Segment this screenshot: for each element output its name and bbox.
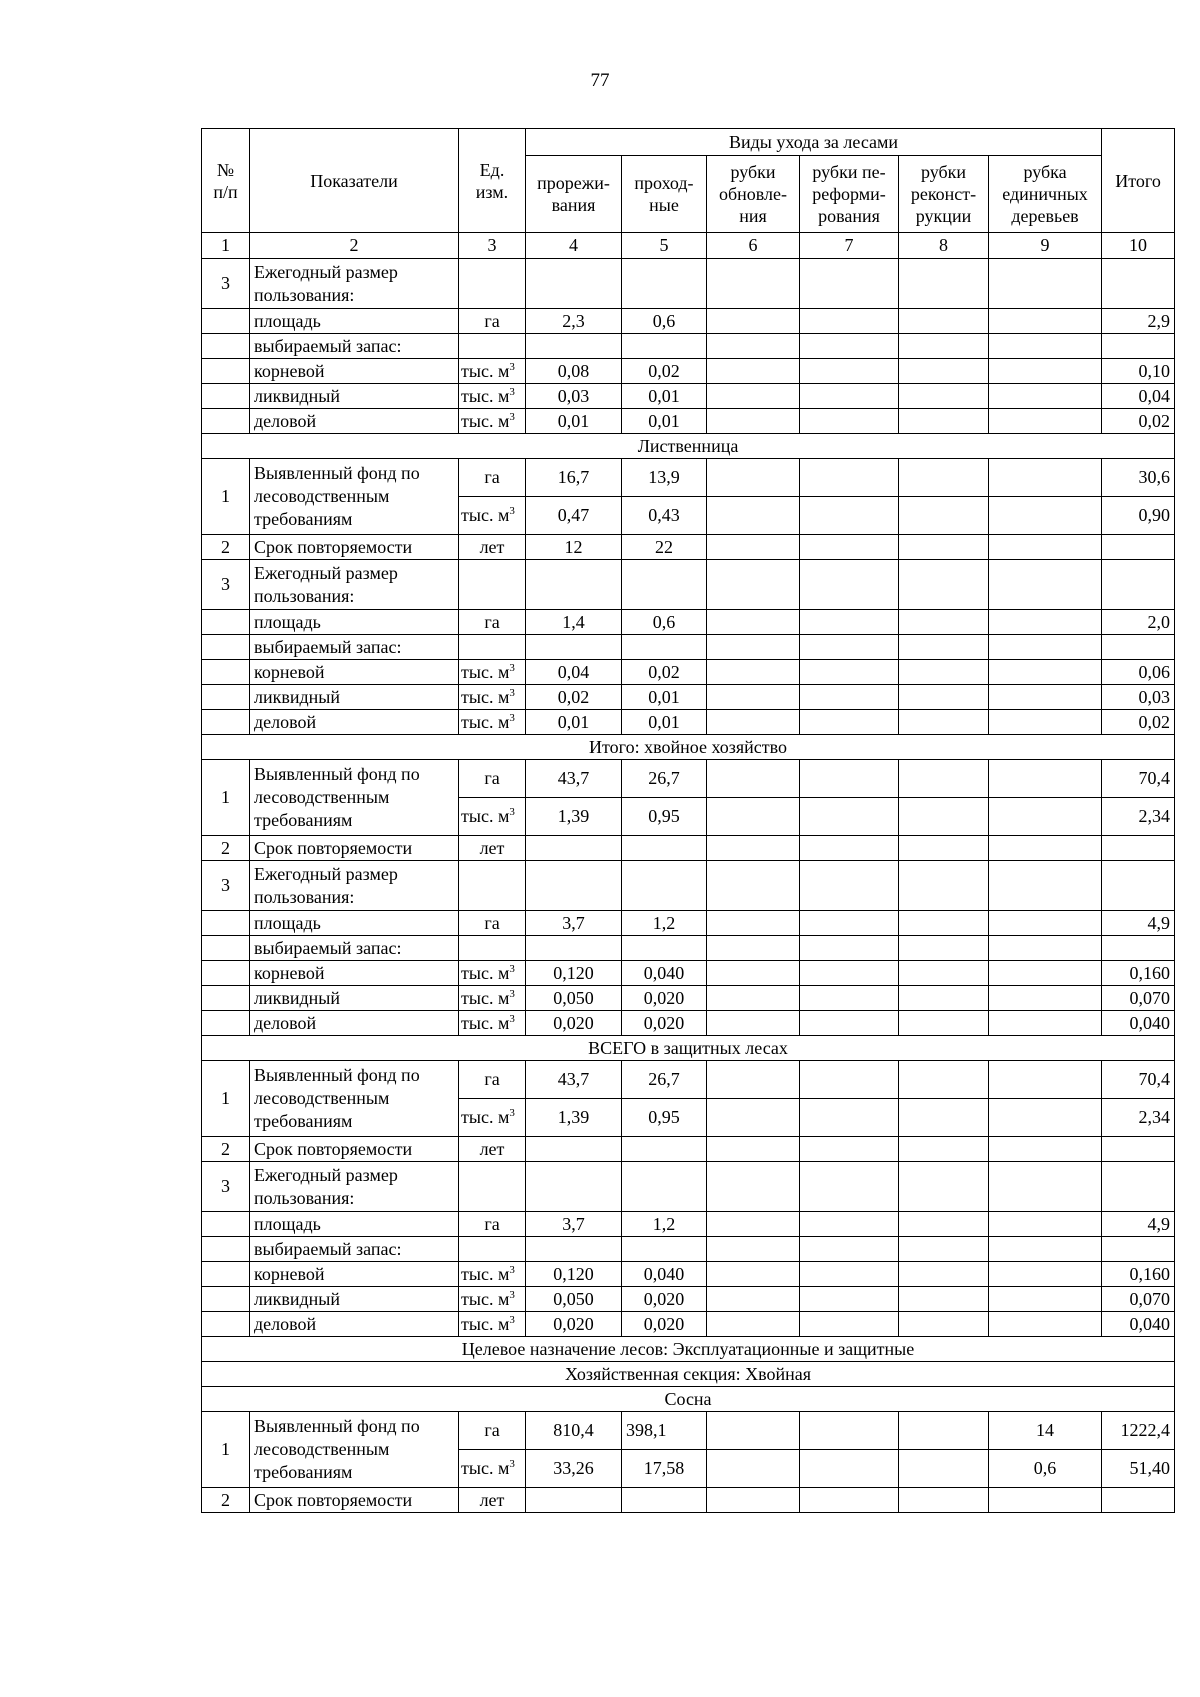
cell-total: 0,040	[1102, 1011, 1175, 1036]
row-num: 3	[202, 861, 250, 911]
table-row	[202, 760, 1175, 798]
header-indicators: Показатели	[250, 129, 459, 233]
table-row	[202, 635, 1175, 660]
cell-value: 1,2	[622, 1212, 707, 1237]
cell-value: 0,020	[526, 1312, 622, 1337]
cell-value: 810,4	[526, 1412, 622, 1450]
col-number: 8	[899, 233, 989, 259]
table-row	[202, 1262, 1175, 1287]
row-label: площадь	[250, 309, 459, 334]
row-num: 2	[202, 535, 250, 560]
col-number: 7	[800, 233, 899, 259]
row-unit: тыс. $м^3$	[459, 1287, 526, 1312]
table-row	[202, 1212, 1175, 1237]
cell-value: 0,03	[526, 384, 622, 409]
table-row	[202, 459, 1175, 497]
col-number: 9	[989, 233, 1102, 259]
row-unit: тыс. $м^3$	[459, 409, 526, 434]
cell-value: 13,9	[622, 459, 707, 497]
cell-value: 0,01	[622, 384, 707, 409]
row-num: 1	[202, 1412, 250, 1488]
cell-value: 0,04	[526, 660, 622, 685]
cell-total: 0,03	[1102, 685, 1175, 710]
cell-total: 4,9	[1102, 911, 1175, 936]
table-row	[202, 1137, 1175, 1162]
row-label: корневой	[250, 359, 459, 384]
table-row	[202, 660, 1175, 685]
row-num: 1	[202, 1061, 250, 1137]
row-label: ликвидный	[250, 1287, 459, 1312]
row-label: Ежегодный размер пользования:	[250, 259, 459, 309]
row-label: ликвидный	[250, 384, 459, 409]
row-unit: лет	[459, 1488, 526, 1513]
cell-total: 2,34	[1102, 798, 1175, 836]
row-num: 3	[202, 560, 250, 610]
row-unit: га	[459, 1412, 526, 1450]
page-number: 77	[590, 70, 610, 91]
cell-value: 1,4	[526, 610, 622, 635]
cell-value: 0,02	[526, 685, 622, 710]
cell-value: 3,7	[526, 1212, 622, 1237]
row-label: Ежегодный размер пользования:	[250, 861, 459, 911]
cell-total: 70,4	[1102, 760, 1175, 798]
cell-value: 0,95	[622, 798, 707, 836]
cell-total: 0,070	[1102, 986, 1175, 1011]
row-label: Ежегодный размер пользования:	[250, 560, 459, 610]
cell-total: 0,160	[1102, 961, 1175, 986]
row-unit: тыс. $м^3$	[459, 961, 526, 986]
cell-value: 0,020	[622, 986, 707, 1011]
cell-total: 0,10	[1102, 359, 1175, 384]
col-number: 6	[707, 233, 800, 259]
row-unit: га	[459, 760, 526, 798]
row-num: 2	[202, 1137, 250, 1162]
section-title: ВСЕГО в защитных лесах	[202, 1036, 1175, 1061]
table-row	[202, 710, 1175, 735]
purpose-title: Целевое назначение лесов: Эксплуатационные и защитные	[202, 1337, 1175, 1362]
table-row	[202, 1312, 1175, 1337]
table-row	[202, 986, 1175, 1011]
cell-value: 0,01	[526, 409, 622, 434]
row-unit: тыс. $м^3$	[459, 660, 526, 685]
row-label: деловой	[250, 409, 459, 434]
cell-total: 0,02	[1102, 409, 1175, 434]
section-title: Лиственница	[202, 434, 1175, 459]
row-unit: лет	[459, 535, 526, 560]
species-title: Сосна	[202, 1387, 1175, 1412]
row-unit: тыс. $м^3$	[459, 359, 526, 384]
row-unit: га	[459, 1212, 526, 1237]
col-number: 5	[622, 233, 707, 259]
row-unit: тыс. $м^3$	[459, 1262, 526, 1287]
cell-value: 0,95	[622, 1099, 707, 1137]
header-col-reforming: рубки пе- реформи- рования	[800, 156, 899, 233]
cell-total: 0,04	[1102, 384, 1175, 409]
cell-value: 1,2	[622, 911, 707, 936]
row-unit: лет	[459, 1137, 526, 1162]
table-row	[202, 911, 1175, 936]
row-label: Срок повторяемости	[250, 1137, 459, 1162]
cell-value: 2,3	[526, 309, 622, 334]
section-title: Хозяйственная секция: Хвойная	[202, 1362, 1175, 1387]
row-label: Выявленный фонд по лесоводственным требованиям	[250, 1412, 459, 1488]
row-label: Срок повторяемости	[250, 836, 459, 861]
row-unit: га	[459, 1061, 526, 1099]
cell-value: 26,7	[622, 760, 707, 798]
row-unit: лет	[459, 836, 526, 861]
row-label: корневой	[250, 1262, 459, 1287]
header-col-thinning: прорежи- вания	[526, 156, 622, 233]
col-number: 10	[1102, 233, 1175, 259]
cell-value: 0,43	[622, 497, 707, 535]
cell-value: 0,040	[622, 1262, 707, 1287]
row-unit: тыс. $м^3$	[459, 1312, 526, 1337]
table-row	[202, 1011, 1175, 1036]
row-num: 3	[202, 1162, 250, 1212]
header-total: Итого	[1102, 129, 1175, 233]
cell-value: 0,020	[622, 1287, 707, 1312]
table-row	[202, 1162, 1175, 1212]
row-label: ликвидный	[250, 986, 459, 1011]
section-title: Итого: хвойное хозяйство	[202, 735, 1175, 760]
col-number: 4	[526, 233, 622, 259]
row-unit: тыс. $м^3$	[459, 685, 526, 710]
table-row	[202, 861, 1175, 911]
table-row	[202, 610, 1175, 635]
cell-value: 0,6	[989, 1450, 1102, 1488]
cell-total: 51,40	[1102, 1450, 1175, 1488]
row-label: деловой	[250, 710, 459, 735]
cell-value: 16,7	[526, 459, 622, 497]
row-label: выбираемый запас:	[250, 1237, 459, 1262]
row-label: выбираемый запас:	[250, 936, 459, 961]
cell-value: 22	[622, 535, 707, 560]
cell-value: 0,47	[526, 497, 622, 535]
cell-value: 17,58	[622, 1450, 707, 1488]
cell-value: 3,7	[526, 911, 622, 936]
cell-value: 1,39	[526, 798, 622, 836]
row-label: ликвидный	[250, 685, 459, 710]
cell-total: 30,6	[1102, 459, 1175, 497]
row-label: Выявленный фонд по лесоводственным требованиям	[250, 760, 459, 836]
row-unit: тыс. $м^3$	[459, 710, 526, 735]
cell-value: 43,7	[526, 1061, 622, 1099]
cell-value: 0,01	[622, 409, 707, 434]
cell-value: 0,02	[622, 359, 707, 384]
cell-value: 0,040	[622, 961, 707, 986]
table-row	[202, 1061, 1175, 1099]
row-unit: тыс. $м^3$	[459, 1099, 526, 1137]
row-label: выбираемый запас:	[250, 334, 459, 359]
row-unit: тыс. $м^3$	[459, 497, 526, 535]
cell-value: 0,02	[622, 660, 707, 685]
cell-value: 12	[526, 535, 622, 560]
table-row	[202, 334, 1175, 359]
row-label: корневой	[250, 660, 459, 685]
row-unit: тыс. $м^3$	[459, 1450, 526, 1488]
cell-value: 0,020	[526, 1011, 622, 1036]
cell-total: 2,34	[1102, 1099, 1175, 1137]
header-care-types: Виды ухода за лесами	[526, 129, 1102, 156]
cell-value: 0,6	[622, 610, 707, 635]
table-row	[202, 309, 1175, 334]
header-col-reconstruction: рубки реконст- рукции	[899, 156, 989, 233]
cell-total: 0,070	[1102, 1287, 1175, 1312]
cell-value: 0,120	[526, 1262, 622, 1287]
cell-total: 0,040	[1102, 1312, 1175, 1337]
row-label: Срок повторяемости	[250, 535, 459, 560]
cell-total: 2,9	[1102, 309, 1175, 334]
col-number: 2	[250, 233, 459, 259]
table-row	[202, 1412, 1175, 1450]
cell-value: 0,01	[526, 710, 622, 735]
table-row	[202, 961, 1175, 986]
cell-value: 14	[989, 1412, 1102, 1450]
row-unit: тыс. $м^3$	[459, 384, 526, 409]
table-row	[202, 685, 1175, 710]
cell-total: 0,160	[1102, 1262, 1175, 1287]
row-num: 1	[202, 760, 250, 836]
cell-total: 0,90	[1102, 497, 1175, 535]
row-label: деловой	[250, 1011, 459, 1036]
cell-total: 2,0	[1102, 610, 1175, 635]
row-label: площадь	[250, 610, 459, 635]
row-label: Выявленный фонд по лесоводственным требованиям	[250, 1061, 459, 1137]
cell-value: 0,020	[622, 1312, 707, 1337]
row-unit: тыс. $м^3$	[459, 798, 526, 836]
row-unit: га	[459, 309, 526, 334]
header-num: № п/п	[202, 129, 250, 233]
table-row	[202, 1287, 1175, 1312]
col-number: 1	[202, 233, 250, 259]
row-unit: га	[459, 610, 526, 635]
cell-value: 0,6	[622, 309, 707, 334]
cell-value: 1,39	[526, 1099, 622, 1137]
cell-value: 26,7	[622, 1061, 707, 1099]
cell-value: 0,050	[526, 986, 622, 1011]
table-row	[202, 359, 1175, 384]
table-row	[202, 836, 1175, 861]
row-label: Ежегодный размер пользования:	[250, 1162, 459, 1212]
table-row	[202, 259, 1175, 309]
row-label: площадь	[250, 1212, 459, 1237]
cell-value: 0,01	[622, 685, 707, 710]
row-unit: тыс. $м^3$	[459, 1011, 526, 1036]
cell-total: 0,06	[1102, 660, 1175, 685]
header-col-pass: проход- ные	[622, 156, 707, 233]
cell-value: 43,7	[526, 760, 622, 798]
cell-value: 33,26	[526, 1450, 622, 1488]
row-label: Срок повторяемости	[250, 1488, 459, 1513]
row-label: Выявленный фонд по лесоводственным требованиям	[250, 459, 459, 535]
row-unit: тыс. $м^3$	[459, 986, 526, 1011]
cell-total: 0,02	[1102, 710, 1175, 735]
forest-care-table	[201, 128, 1175, 1513]
header-col-single-tree: рубка единичных деревьев	[989, 156, 1102, 233]
header-col-renewal: рубки обновле- ния	[707, 156, 800, 233]
row-unit: га	[459, 911, 526, 936]
row-label: выбираемый запас:	[250, 635, 459, 660]
table-row	[202, 560, 1175, 610]
cell-total: 1222,4	[1102, 1412, 1175, 1450]
table-row	[202, 1488, 1175, 1513]
cell-value: 0,050	[526, 1287, 622, 1312]
col-number: 3	[459, 233, 526, 259]
cell-value: 0,01	[622, 710, 707, 735]
cell-total: 70,4	[1102, 1061, 1175, 1099]
header-numbering-row	[202, 233, 1175, 259]
row-unit: га	[459, 459, 526, 497]
table-row	[202, 409, 1175, 434]
cell-value: 0,020	[622, 1011, 707, 1036]
row-num: 1	[202, 459, 250, 535]
row-num: 2	[202, 1488, 250, 1513]
cell-value: 0,120	[526, 961, 622, 986]
cell-value: 0,08	[526, 359, 622, 384]
table-row	[202, 1237, 1175, 1262]
row-label: деловой	[250, 1312, 459, 1337]
row-num: 3	[202, 259, 250, 309]
table-row	[202, 535, 1175, 560]
table-row	[202, 936, 1175, 961]
row-label: площадь	[250, 911, 459, 936]
table-row	[202, 384, 1175, 409]
row-label: корневой	[250, 961, 459, 986]
cell-total: 4,9	[1102, 1212, 1175, 1237]
row-num: 2	[202, 836, 250, 861]
cell-value: 398,1	[622, 1412, 707, 1450]
header-unit: Ед. изм.	[459, 129, 526, 233]
